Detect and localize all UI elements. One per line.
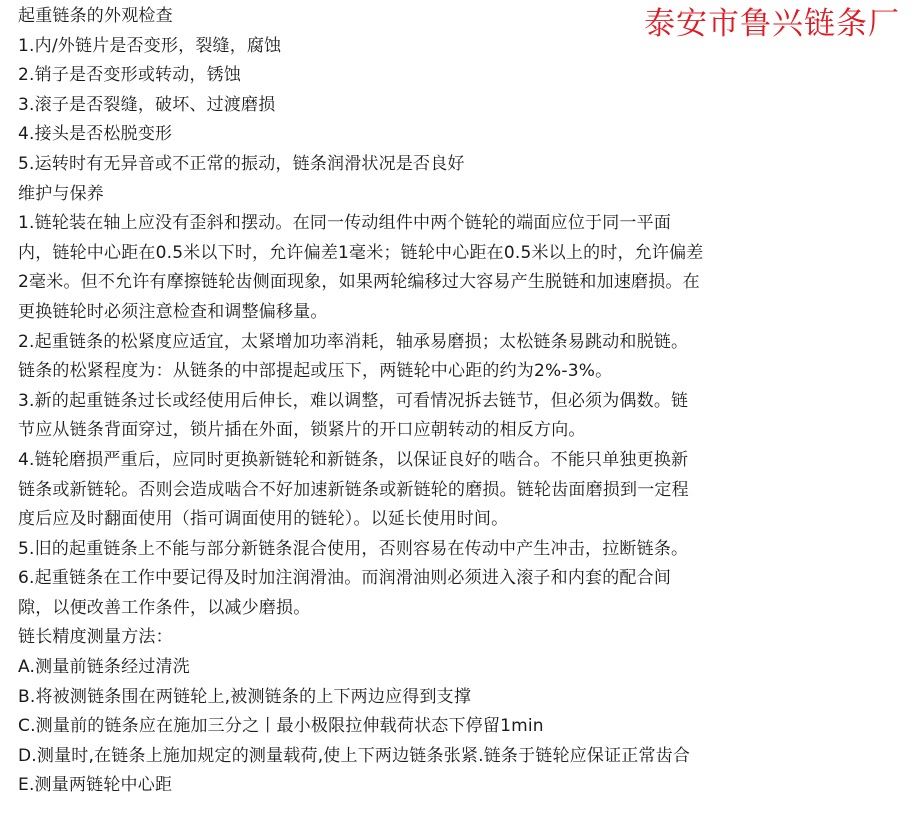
text-line: 4.接头是否松脱变形 — [18, 124, 173, 145]
text-line: 更换链轮时必须注意检查和调整偏移量。 — [18, 301, 328, 322]
text-line: 6.起重链条在工作中要记得及时加注润滑油。而润滑油则必须进入滚子和内套的配合间 — [18, 568, 672, 589]
text-line: 内，链轮中心距在0.5米以下时，允许偏差1毫米；链轮中心距在0.5米以上的时，允许偏差 — [18, 242, 704, 263]
brand-title: 泰安市鲁兴链条厂 — [644, 6, 900, 42]
text-line: 链长精度测量方法： — [18, 627, 173, 648]
text-line: D.测量时,在链条上施加规定的测量载荷,使上下两边链条张紧.链条于链轮应保证正常齿合 — [18, 745, 691, 766]
text-line: 2.起重链条的松紧度应适宜，太紧增加功率消耗，轴承易磨损；太松链条易跳动和脱链。 — [18, 331, 689, 352]
text-line: 链条的松紧程度为：从链条的中部提起或压下，两链轮中心距的约为2%-3%。 — [18, 361, 613, 382]
text-line: C.测量前的链条应在施加三分之丨最小极限拉伸载荷状态下停留1min — [18, 716, 544, 737]
text-line: 2.销子是否变形或转动，锈蚀 — [18, 65, 242, 86]
text-line: 3.新的起重链条过长或经使用后伸长，难以调整，可看情况拆去链节，但必须为偶数。链 — [18, 390, 689, 411]
text-line: 节应从链条背面穿过，锁片插在外面，锁紧片的开口应朝转动的相反方向。 — [18, 420, 586, 441]
text-line: 起重链条的外观检查 — [18, 6, 173, 26]
text-line: 度后应及时翻面使用（指可调面使用的链轮）。以延长使用时间。 — [18, 509, 509, 530]
text-line: 3.滚子是否裂缝，破坏、过渡磨损 — [18, 94, 276, 115]
text-line: 1.链轮装在轴上应没有歪斜和摆动。在同一传动组件中两个链轮的端面应位于同一平面 — [18, 213, 672, 234]
text-line: B.将被测链条围在两链轮上,被测链条的上下两边应得到支撑 — [18, 686, 472, 707]
text-line: 链条或新链轮。否则会造成啮合不好加速新链条或新链轮的磨损。链轮齿面磨损到一定程 — [18, 479, 689, 500]
text-line: 1.内/外链片是否变形，裂缝，腐蚀 — [18, 35, 282, 56]
text-line: 4.链轮磨损严重后，应同时更换新链轮和新链条，以保证良好的啮合。不能只单独更换新 — [18, 449, 689, 470]
document-body — [18, 2, 898, 801]
text-line: 隙，以便改善工作条件，以减少磨损。 — [18, 597, 311, 618]
text-line: 5.旧的起重链条上不能与部分新链条混合使用，否则容易在传动中产生冲击，拉断链条。 — [18, 538, 689, 559]
text-line: 2毫米。但不允许有摩擦链轮齿侧面现象，如果两轮编移过大容易产生脱链和加速磨损。在 — [18, 272, 700, 293]
text-line: 5.运转时有无异音或不正常的振动，链条润滑状况是否良好 — [18, 153, 465, 174]
text-line: E.测量两链轮中心距 — [18, 775, 173, 796]
text-line: A.测量前链条经过清洗 — [18, 657, 190, 678]
text-line: 维护与保养 — [18, 183, 104, 204]
